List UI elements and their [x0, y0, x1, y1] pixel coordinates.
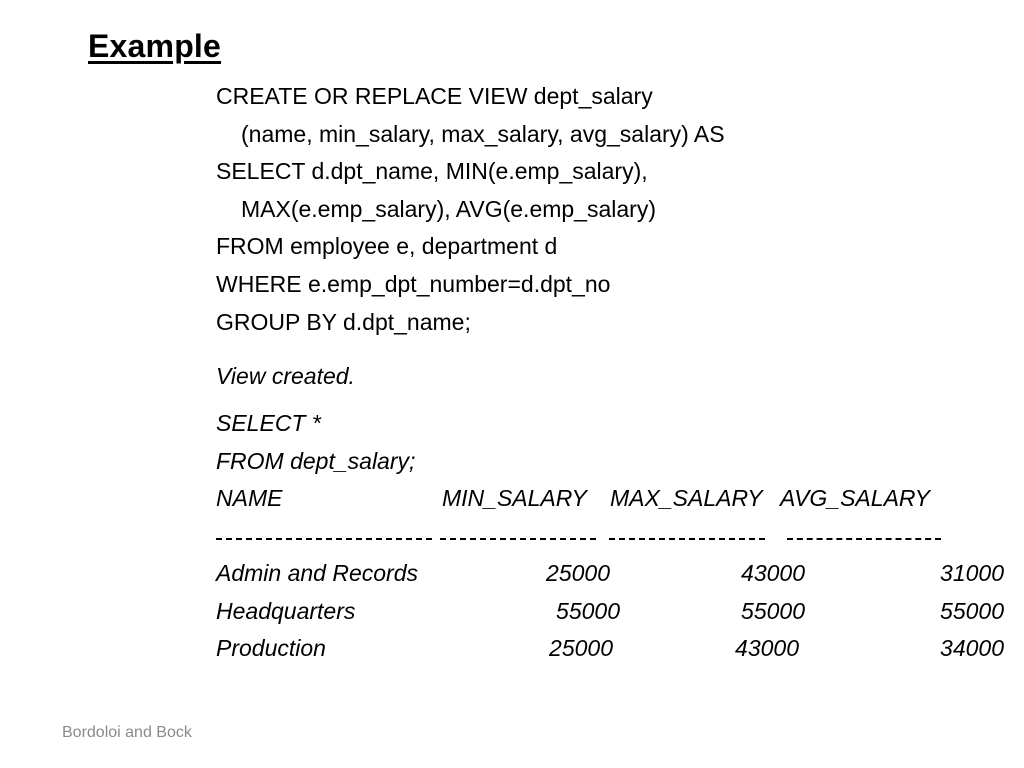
- cell-avg-salary: 31000: [940, 560, 1004, 586]
- sql-create-line: WHERE e.emp_dpt_number=d.dpt_no: [216, 271, 611, 297]
- cell-max-salary: 55000: [741, 598, 805, 624]
- sql-select-line: SELECT *: [216, 410, 321, 436]
- cell-name: Production: [216, 635, 326, 661]
- cell-min-salary: 55000: [556, 598, 620, 624]
- slide-title: Example: [88, 28, 222, 64]
- cell-avg-salary: 55000: [940, 598, 1004, 624]
- cell-max-salary: 43000: [741, 560, 805, 586]
- sql-create-line: CREATE OR REPLACE VIEW dept_salary: [216, 83, 653, 109]
- cell-min-salary: 25000: [546, 560, 610, 586]
- table-separator: [216, 538, 432, 540]
- sql-select-line: FROM dept_salary;: [216, 448, 416, 474]
- cell-name: Headquarters: [216, 598, 356, 624]
- sql-create-line: MAX(e.emp_salary), AVG(e.emp_salary): [241, 196, 656, 222]
- table-header-max-salary: MAX_SALARY: [610, 485, 763, 511]
- sql-create-line: (name, min_salary, max_salary, avg_salary) AS: [241, 121, 725, 147]
- table-separator: [787, 538, 941, 540]
- footer-credit: Bordoloi and Bock: [62, 724, 192, 741]
- cell-avg-salary: 34000: [940, 635, 1004, 661]
- table-header-name: NAME: [216, 485, 283, 511]
- cell-name: Admin and Records: [216, 560, 418, 586]
- table-separator: [440, 538, 596, 540]
- cell-max-salary: 43000: [735, 635, 799, 661]
- cell-min-salary: 25000: [549, 635, 613, 661]
- result-message: View created.: [216, 363, 355, 389]
- table-separator: [609, 538, 765, 540]
- sql-create-line: GROUP BY d.dpt_name;: [216, 309, 471, 335]
- table-header-min-salary: MIN_SALARY: [442, 485, 587, 511]
- sql-create-line: SELECT d.dpt_name, MIN(e.emp_salary),: [216, 158, 648, 184]
- sql-create-line: FROM employee e, department d: [216, 233, 558, 259]
- table-header-avg-salary: AVG_SALARY: [780, 485, 931, 511]
